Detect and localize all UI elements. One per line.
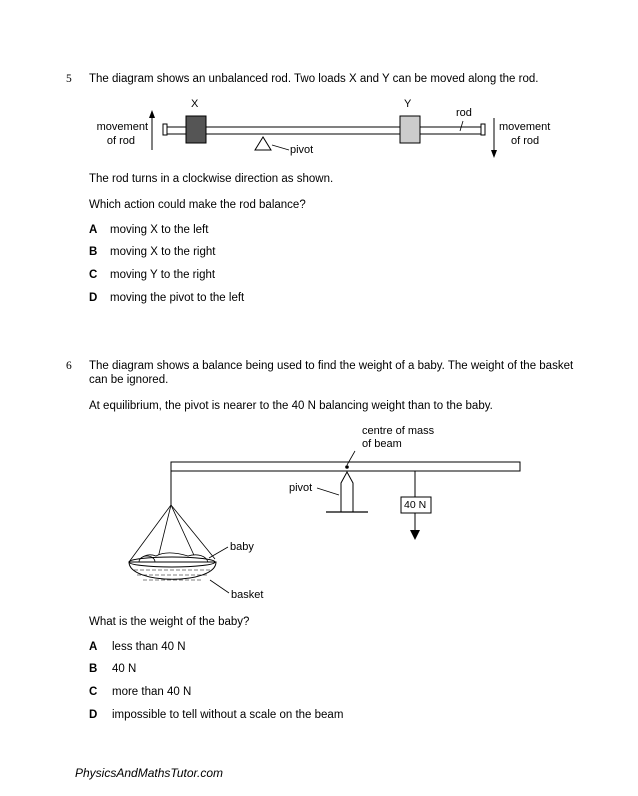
q6-option-a-text: less than 40 N [112,641,186,653]
centre-of-mass-dot [345,465,349,469]
q6-label-weight: 40 N [404,499,427,511]
q5-option-d-letter: D [89,292,98,304]
q6-label-centre-1: centre of mass [362,425,435,437]
q5-option-b-text: moving X to the right [110,246,216,258]
q5-option-c-letter: C [89,269,98,281]
q5-option-a-letter: A [89,224,98,236]
q5-label-pivot: pivot [290,144,314,156]
q5-option-b-letter: B [89,246,98,258]
q6-option-b-text: 40 N [112,663,137,675]
footer-site-name: PhysicsAndMathsTutor.com [75,766,224,780]
q5-label-rod: rod [456,107,472,119]
q5-option-d-text: moving the pivot to the left [110,292,245,304]
pivot-post [341,472,353,512]
q6-statement: At equilibrium, the pivot is nearer to the 40 N balancing weight than to the baby. [89,400,493,412]
q6-label-baby: baby [230,541,254,553]
weight-arrow-head [410,530,420,540]
baby-leader [209,547,228,558]
q6-question: What is the weight of the baby? [89,616,250,628]
q5-label-y: Y [404,98,412,110]
q5-number: 5 [66,73,72,85]
basket-rope-4 [171,505,215,559]
q6-label-pivot: pivot [289,482,313,494]
basket-leader [210,580,229,593]
q5-statement: The rod turns in a clockwise direction as shown. [89,173,334,185]
q6-number: 6 [66,360,72,372]
q6-option-c-text: more than 40 N [112,686,192,698]
q6-option-c-letter: C [89,686,98,698]
q5-option-a-text: moving X to the left [110,224,209,236]
q5-stem: The diagram shows an unbalanced rod. Two loads X and Y can be moved along the rod. [89,73,539,85]
q5-question: Which action could make the rod balance? [89,199,306,211]
q6-option-a-letter: A [89,641,98,653]
q6-label-basket: basket [231,589,264,601]
pivot-leader [317,488,339,495]
q6-stem-line1: The diagram shows a balance being used to find the weight of a baby. The weight of the basket [89,360,574,372]
q5-option-c-text: moving Y to the right [110,269,216,281]
q5-label-movement-left-2: of rod [106,135,135,147]
q6-option-d-text: impossible to tell without a scale on the beam [112,709,344,721]
q5-label-x: X [191,98,199,110]
q6-label-centre-2: of beam [362,438,402,450]
q6-option-b-letter: B [89,663,98,675]
q5-label-movement-left-1: movement [96,121,148,133]
q5-label-movement-right-1: movement [499,121,551,133]
q6-option-d-letter: D [89,709,98,721]
q6-stem-line2: can be ignored. [89,374,169,386]
basket-body [129,562,216,579]
q5-label-movement-right-2: of rod [511,135,540,147]
